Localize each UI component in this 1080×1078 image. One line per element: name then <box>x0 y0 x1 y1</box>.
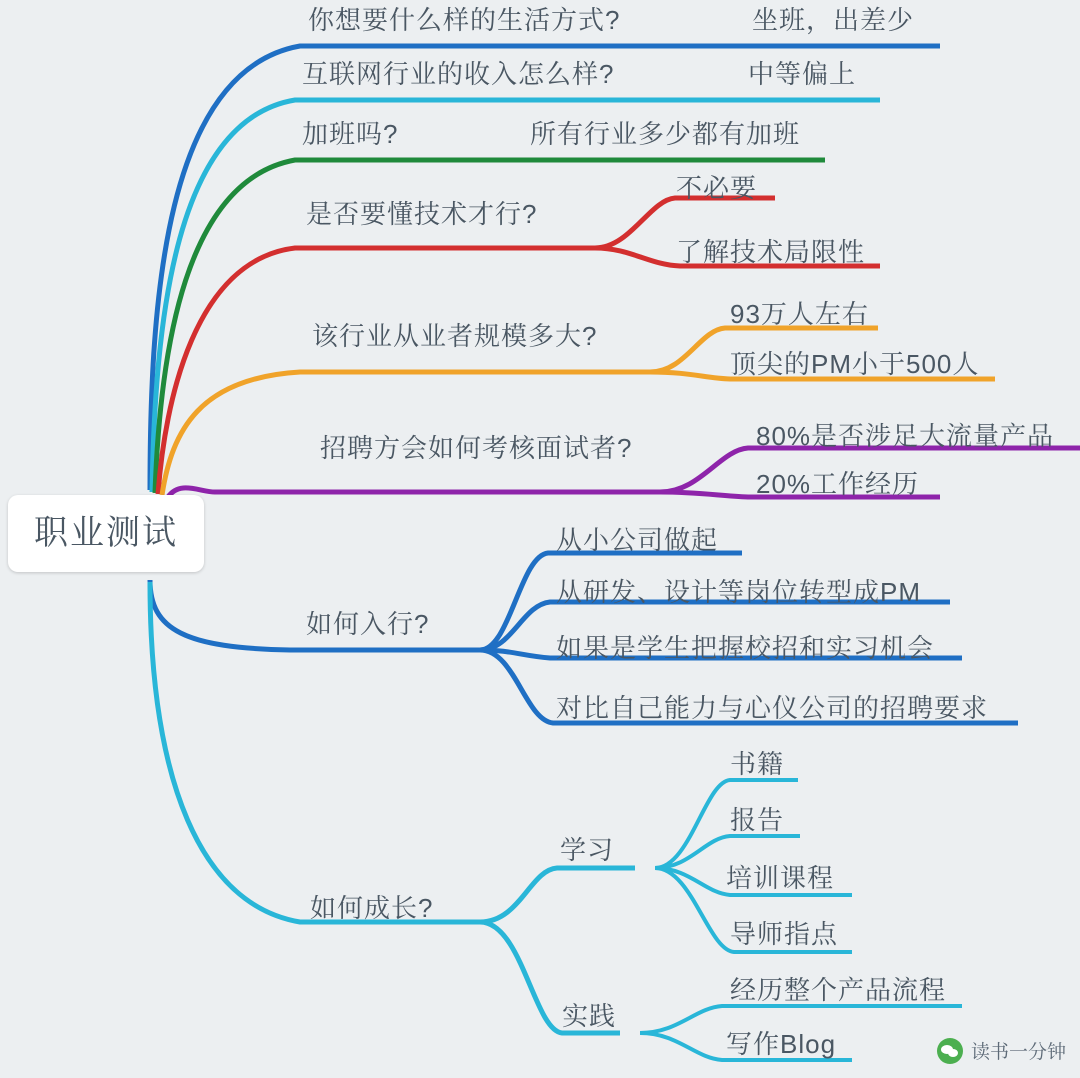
branch-node-how-to-grow[interactable]: 如何成长? <box>310 893 434 923</box>
branch-node-income[interactable]: 互联网行业的收入怎么样? <box>302 59 615 89</box>
leaf-node-lifestyle-answer[interactable]: 坐班，出差少 <box>752 5 915 35</box>
watermark-text: 读书一分钟 <box>970 1042 1066 1063</box>
leaf-node-write-blog[interactable]: 写作Blog <box>726 1029 837 1059</box>
leaf-node-transition-from-dev[interactable]: 从研发、设计等岗位转型成PM <box>556 577 922 607</box>
leaf-node-top-pm-count[interactable]: 顶尖的PM小于500人 <box>730 349 980 379</box>
leaf-node-student-campus-recruit[interactable]: 如果是学生把握校招和实习机会 <box>556 633 935 663</box>
leaf-node-scale-930k[interactable]: 93万人左右 <box>730 299 869 329</box>
leaf-node-training-courses[interactable]: 培训课程 <box>726 863 835 893</box>
branch-node-interview-criteria[interactable]: 招聘方会如何考核面试者? <box>320 433 633 463</box>
leaf-node-compare-ability[interactable]: 对比自己能力与心仪公司的招聘要求 <box>556 693 989 723</box>
branch-node-how-to-enter[interactable]: 如何入行? <box>306 609 430 639</box>
wechat-icon <box>937 1038 963 1064</box>
sub-node-learning[interactable]: 学习 <box>560 835 615 865</box>
leaf-node-tech-not-required[interactable]: 不必要 <box>676 173 758 203</box>
leaf-node-overtime-answer[interactable]: 所有行业多少都有加班 <box>530 119 801 149</box>
watermark <box>937 1037 1066 1064</box>
leaf-node-full-product-process[interactable]: 经历整个产品流程 <box>730 975 947 1005</box>
leaf-node-start-small-company[interactable]: 从小公司做起 <box>556 525 719 555</box>
sub-node-practice[interactable]: 实践 <box>562 1001 617 1031</box>
leaf-node-criteria-traffic-product[interactable]: 80%是否涉足大流量产品 <box>756 421 1055 451</box>
leaf-node-mentor-guidance[interactable]: 导师指点 <box>730 919 839 949</box>
branch-node-overtime[interactable]: 加班吗? <box>302 119 399 149</box>
leaf-node-criteria-work-history[interactable]: 20%工作经历 <box>756 469 920 499</box>
leaf-node-books[interactable]: 书籍 <box>730 749 785 779</box>
leaf-node-reports[interactable]: 报告 <box>730 805 785 835</box>
leaf-node-tech-limits[interactable]: 了解技术局限性 <box>676 237 866 267</box>
branch-node-lifestyle[interactable]: 你想要什么样的生活方式? <box>308 5 621 35</box>
root-node[interactable]: 职业测试 <box>8 495 204 572</box>
branch-node-tech-required[interactable]: 是否要懂技术才行? <box>306 199 538 229</box>
branch-node-industry-scale[interactable]: 该行业从业者规模多大? <box>312 321 598 351</box>
leaf-node-income-answer[interactable]: 中等偏上 <box>748 59 857 89</box>
